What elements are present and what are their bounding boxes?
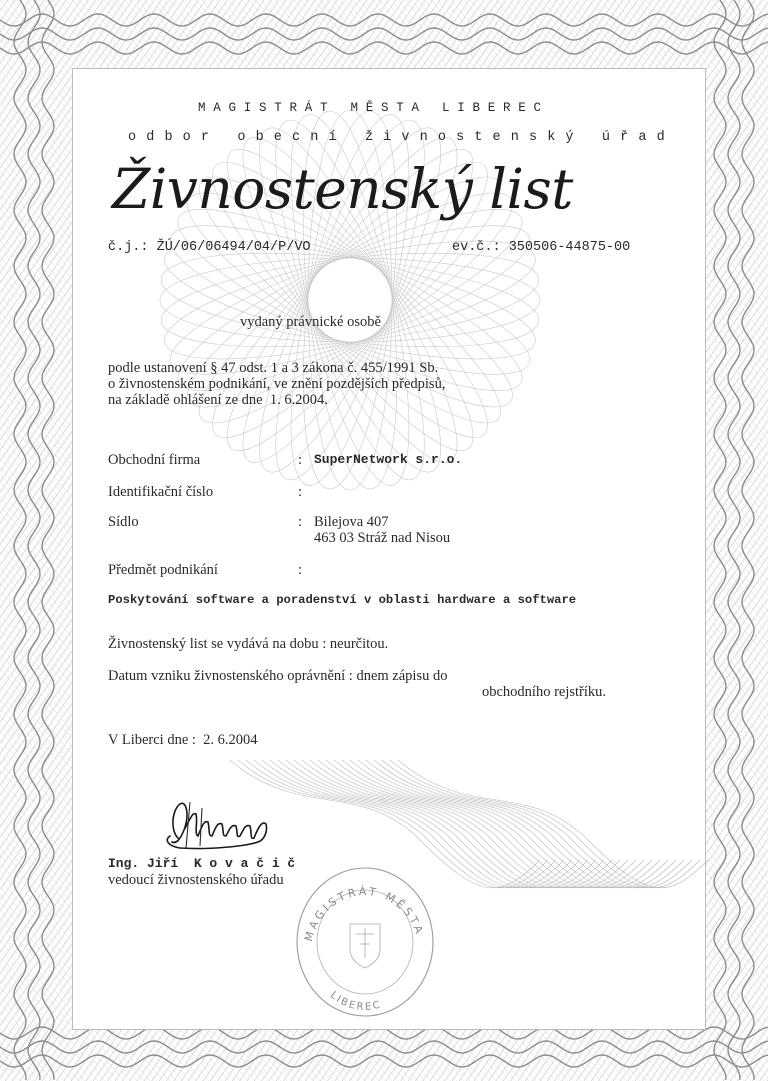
handwritten-signature xyxy=(150,790,310,860)
validity-statement: Živnostenský list se vydává na dobu : neurčitou. xyxy=(108,636,389,652)
signatory-role: vedoucí živnostenského úřadu xyxy=(108,872,284,888)
official-stamp xyxy=(290,858,440,1023)
id-label: Identifikační číslo xyxy=(108,484,214,500)
subject-label: Předmět podnikání xyxy=(108,562,218,578)
registration-number: ev.č.: 350506-44875-00 xyxy=(452,240,631,255)
firm-separator: : xyxy=(298,452,303,468)
subject-value: Poskytování software a poradenství v oblasti hardware a software xyxy=(108,593,577,607)
seat-separator: : xyxy=(298,514,303,530)
authority-name: MAGISTRÁT MĚSTA LIBEREC xyxy=(198,101,549,115)
legal-basis-line-3: na základě ohlášení ze dne 1. 6.2004. xyxy=(108,392,328,408)
seat-city: 463 03 Stráž nad Nisou xyxy=(314,530,451,546)
reference-number: č.j.: ŽÚ/06/06494/04/P/VO xyxy=(108,240,311,255)
firm-value: SuperNetwork s.r.o. xyxy=(314,452,463,467)
id-separator: : xyxy=(298,484,303,500)
coat-of-arms-icon xyxy=(350,924,380,968)
place-and-date: V Liberci dne : 2. 6.2004 xyxy=(108,732,258,748)
signatory-name: Ing. Jiří K o v a č i č xyxy=(108,856,296,871)
department-name: odbor obecní živnostenský úřad xyxy=(128,130,675,145)
legal-basis-line-1: podle ustanovení § 47 odst. 1 a 3 zákona č. 455/1991 Sb. xyxy=(108,360,439,376)
origin-statement: Datum vzniku živnostenského oprávnění : dnem zápisu do xyxy=(108,668,448,684)
seat-label: Sídlo xyxy=(108,514,139,530)
seat-street: Bilejova 407 xyxy=(314,514,389,530)
stamp-text-bottom: LIBEREC xyxy=(328,989,384,1014)
legal-basis-line-2: o živnostenském podnikání, ve znění pozdějších předpisů, xyxy=(108,376,446,392)
subject-separator: : xyxy=(298,562,303,578)
document-title: Živnostenský list xyxy=(112,157,573,221)
firm-label: Obchodní firma xyxy=(108,452,201,468)
stamp-text-top: MAGISTRÁT MĚSTA xyxy=(302,885,427,943)
origin-statement-continued: obchodního rejstříku. xyxy=(482,684,607,700)
issued-to: vydaný právnické osobě xyxy=(240,314,381,330)
